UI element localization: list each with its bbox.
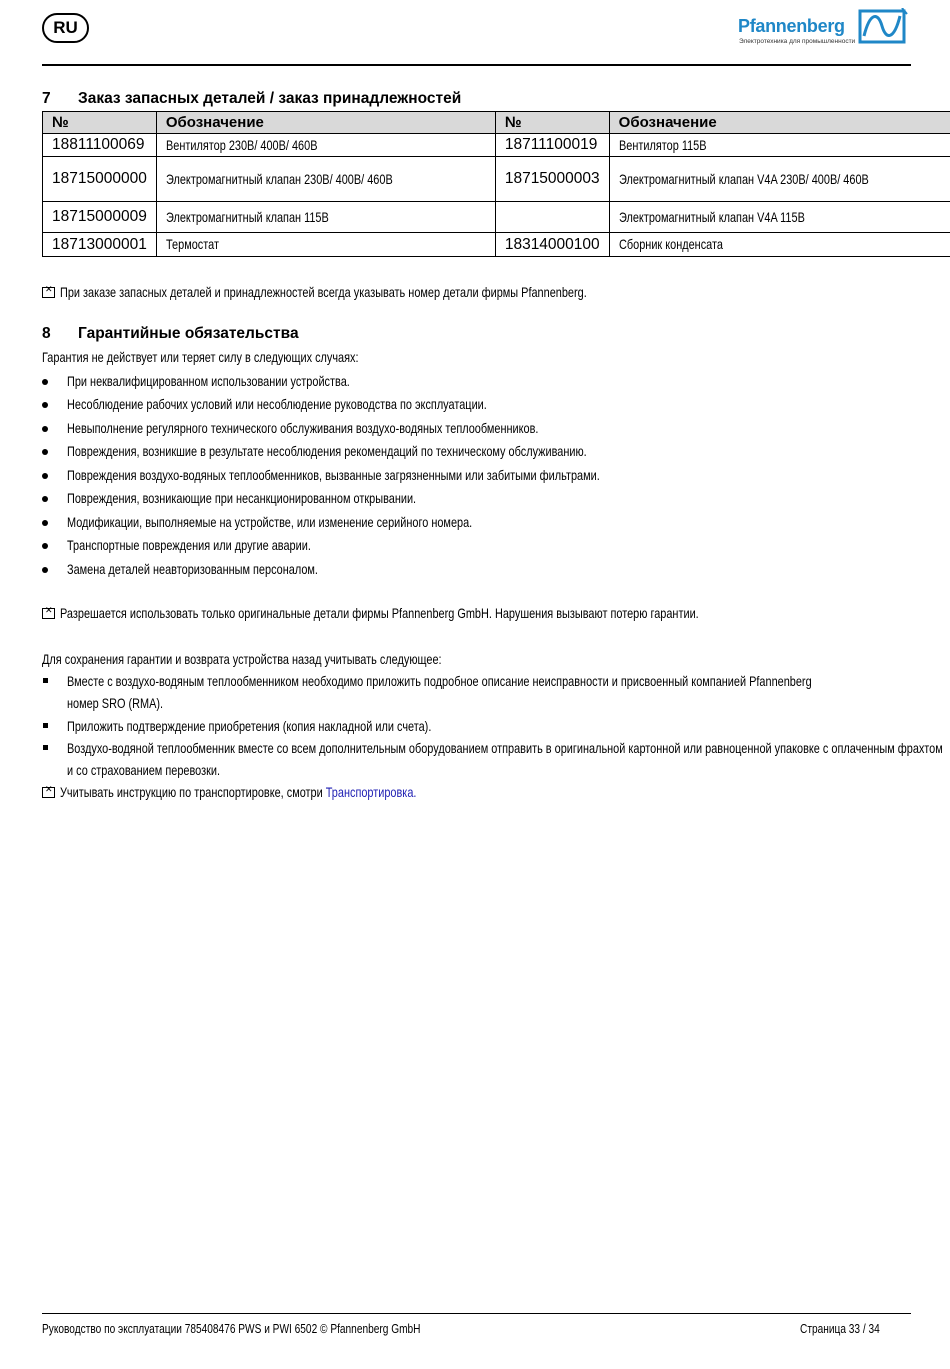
list-item-text: номер SRO (RMA). bbox=[67, 695, 164, 711]
section-7-title: Заказ запасных деталей / заказ принадлежностей bbox=[78, 90, 462, 107]
part-number: 18715000000 bbox=[43, 157, 157, 202]
transport-note-prefix: Учитывать инструкцию по транспортировке, смотри bbox=[60, 784, 326, 800]
square-bullet-icon bbox=[43, 745, 48, 750]
section-7-number: 7 bbox=[42, 90, 51, 107]
col-header-number-2: № bbox=[495, 112, 609, 134]
pfannenberg-logo bbox=[738, 6, 910, 46]
list-item-text: и со страхованием перевозки. bbox=[67, 762, 221, 778]
table-row bbox=[43, 157, 950, 202]
part-designation-text: Электромагнитный клапан 230В/ 400В/ 460В bbox=[165, 170, 393, 187]
warranty-intro bbox=[42, 349, 448, 365]
part-number: 18811100069 bbox=[43, 134, 157, 157]
list-item-text: Несоблюдение рабочих условий или несоблюдение руководства по эксплуатации. bbox=[67, 396, 487, 412]
table-row bbox=[43, 134, 950, 157]
part-designation bbox=[609, 233, 950, 257]
note-icon bbox=[42, 287, 55, 298]
language-badge bbox=[42, 13, 89, 43]
logo-subtitle: Электротехника для промышленности bbox=[739, 38, 856, 45]
col-header-designation-2: Обозначение bbox=[609, 112, 950, 134]
page-number-text: Страница 33 / 34 bbox=[800, 1321, 880, 1336]
part-designation bbox=[609, 157, 950, 202]
part-designation bbox=[609, 134, 950, 157]
part-number: 18711100019 bbox=[495, 134, 609, 157]
section-8-heading bbox=[42, 325, 299, 343]
warranty-keep-intro-text: Для сохранения гарантии и возврата устройства назад учитывать следующее: bbox=[42, 651, 442, 667]
transport-note bbox=[42, 784, 517, 800]
footer-divider bbox=[42, 1313, 911, 1314]
list-item-text: Транспортные повреждения или другие аварии. bbox=[67, 537, 311, 553]
order-note bbox=[42, 284, 735, 300]
table-header-row bbox=[43, 112, 950, 134]
col-header-number-1: № bbox=[43, 112, 157, 134]
list-item-text: Модификации, выполняемые на устройстве, или изменение серийного номера. bbox=[67, 514, 473, 530]
spare-parts-table bbox=[42, 111, 950, 257]
part-designation bbox=[156, 202, 495, 233]
footer-left-text: Руководство по эксплуатации 785408476 PWS и PWI 6502 © Pfannenberg GmbH bbox=[42, 1321, 421, 1336]
bullet-icon bbox=[42, 402, 48, 408]
logo-text: Pfannenberg bbox=[738, 16, 845, 36]
section-8-number: 8 bbox=[42, 325, 51, 342]
list-item-text: Повреждения, возникшие в результате несоблюдения рекомендаций по техническому обслуживанию. bbox=[67, 443, 587, 459]
part-number: 18314000100 bbox=[495, 233, 609, 257]
list-item-text: Приложить подтверждение приобретения (копия накладной или счета). bbox=[67, 718, 432, 734]
bullet-icon bbox=[42, 426, 48, 432]
list-item-text: Вместе с воздухо-водяным теплообменником необходимо приложить подробное описание неисправности и присвоенный компанией Pfannenberg bbox=[67, 673, 812, 689]
part-number bbox=[495, 202, 609, 233]
part-number: 18713000001 bbox=[43, 233, 157, 257]
section-7-heading bbox=[42, 90, 461, 108]
transport-link[interactable]: Транспортировка. bbox=[325, 784, 417, 800]
square-bullet-icon bbox=[43, 678, 48, 683]
logo-wave-icon bbox=[858, 8, 908, 44]
part-designation-text: Электромагнитный клапан V4A 115В bbox=[618, 208, 805, 225]
warranty-intro-text: Гарантия не действует или теряет силу в следующих случаях: bbox=[42, 349, 359, 365]
part-designation bbox=[156, 134, 495, 157]
part-designation bbox=[609, 202, 950, 233]
list-item-text: Замена деталей неавторизованным персоналом. bbox=[67, 561, 318, 577]
bullet-icon bbox=[42, 473, 48, 479]
table-row bbox=[43, 202, 950, 233]
square-bullet-icon bbox=[43, 723, 48, 728]
part-designation-text: Электромагнитный клапан V4A 230В/ 400В/ 460В bbox=[618, 170, 869, 187]
part-designation-text: Вентилятор 230В/ 400В/ 460В bbox=[165, 136, 318, 153]
note-icon bbox=[42, 608, 55, 619]
note-icon bbox=[42, 787, 55, 798]
transport-note-text bbox=[60, 784, 416, 800]
original-parts-note bbox=[42, 605, 879, 621]
part-number: 18715000003 bbox=[495, 157, 609, 202]
bullet-icon bbox=[42, 567, 48, 573]
order-note-text: При заказе запасных деталей и принадлежностей всегда указывать номер детали фирмы Pfannenberg. bbox=[60, 284, 587, 300]
section-8-title: Гарантийные обязательства bbox=[78, 325, 299, 342]
footer-left bbox=[42, 1321, 527, 1336]
list-item-text: При неквалифицированном использовании устройства. bbox=[67, 373, 350, 389]
header-divider bbox=[42, 64, 911, 66]
part-designation-text: Вентилятор 115В bbox=[618, 136, 707, 153]
part-designation-text: Электромагнитный клапан 115В bbox=[165, 208, 329, 225]
bullet-icon bbox=[42, 496, 48, 502]
part-designation bbox=[156, 157, 495, 202]
original-parts-note-text: Разрешается использовать только оригинальные детали фирмы Pfannenberg GmbH. Нарушения вызывают потерю гарантии. bbox=[60, 605, 699, 621]
bullet-icon bbox=[42, 520, 48, 526]
list-item-text: Повреждения, возникающие при несанкционированном открывании. bbox=[67, 490, 417, 506]
col-header-designation-1: Обозначение bbox=[156, 112, 495, 134]
part-designation-text: Термостат bbox=[165, 236, 219, 252]
part-designation bbox=[156, 233, 495, 257]
bullet-icon bbox=[42, 543, 48, 549]
list-item-text: Невыполнение регулярного технического обслуживания воздухо-водяных теплообменников. bbox=[67, 420, 539, 436]
bullet-icon bbox=[42, 379, 48, 385]
part-designation-text: Сборник конденсата bbox=[618, 236, 723, 252]
page-number bbox=[800, 1321, 902, 1336]
part-number: 18715000009 bbox=[43, 202, 157, 233]
list-item-text: Воздухо-водяной теплообменник вместе со всем дополнительным оборудованием отправить в оригинальной картонной или равноценной упаковке с оплаченным фрахтом bbox=[67, 740, 943, 756]
warranty-keep-intro bbox=[42, 651, 554, 667]
language-code: RU bbox=[53, 18, 78, 37]
table-row bbox=[43, 233, 950, 257]
bullet-icon bbox=[42, 449, 48, 455]
list-item-text: Повреждения воздухо-водяных теплообменников, вызванные загрязненными или забитыми фильтрами. bbox=[67, 467, 600, 483]
